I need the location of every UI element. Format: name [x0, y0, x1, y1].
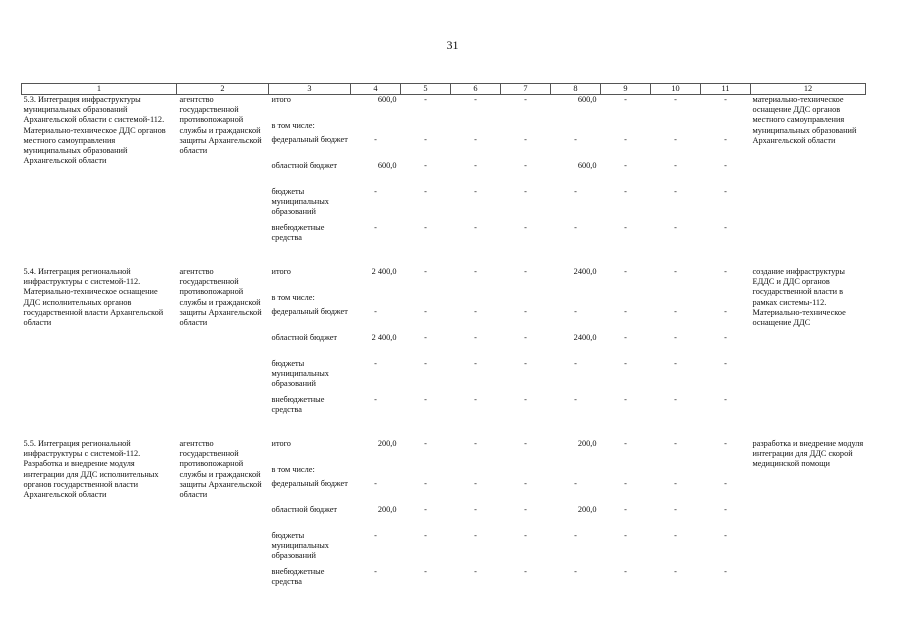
value-cell	[451, 293, 501, 307]
value-cell: -	[524, 223, 527, 232]
expected-result: создание инфраструктуры ЕДДС и ДДС органов государственной власти в рамках системы-112. Материально-техническое оснащение ДДС	[752, 267, 846, 328]
value-cell: -	[424, 223, 427, 232]
value-cell: -	[574, 135, 577, 144]
financing-row	[269, 187, 751, 223]
value-cell: -	[624, 267, 627, 276]
value-cell: -	[724, 223, 727, 232]
value-cell: -	[474, 567, 477, 576]
value-cell: -	[524, 95, 527, 104]
funding-source-label: областной бюджет	[271, 333, 338, 342]
value-cell: 600,0	[577, 95, 597, 104]
value-cell: -	[674, 531, 677, 540]
funding-source-label: итого	[271, 95, 291, 104]
value-cell: -	[574, 395, 577, 404]
value-cell: -	[724, 395, 727, 404]
financing-block	[269, 267, 751, 419]
financing-row	[269, 359, 751, 395]
value-cell: -	[424, 187, 427, 196]
funding-source-label: в том числе:	[271, 465, 315, 474]
value-cell: -	[424, 439, 427, 448]
value-cell	[601, 293, 651, 307]
expected-result: материально-техническое оснащение ДДС органов местного самоуправления муниципальных образований Архангельской области	[752, 95, 857, 145]
value-cell: -	[574, 307, 577, 316]
value-cell: -	[474, 161, 477, 170]
measure-title: 5.3. Интеграция инфраструктуры муниципальных образований Архангельской области с системой-112. Материально-техническое ДДС органов местного самоуправления муниципальных образований Архангельской области	[23, 95, 166, 166]
value-cell: -	[624, 161, 627, 170]
financing-block	[269, 439, 751, 591]
value-cell: -	[624, 307, 627, 316]
financing-row	[269, 531, 751, 567]
value-cell: 2 400,0	[371, 333, 397, 342]
value-cell: -	[624, 567, 627, 576]
value-cell: -	[524, 479, 527, 488]
value-cell: -	[724, 267, 727, 276]
financing-row	[269, 395, 751, 419]
value-cell: -	[674, 187, 677, 196]
measure-title: 5.5. Интеграция региональной инфраструктуры с системой-112. Разработка и внедрение модуля интеграции для ДДС исполнительных органов государственной власти Архангельской области	[23, 439, 159, 500]
header-cell: 10	[651, 84, 701, 95]
value-cell: -	[674, 307, 677, 316]
financing-table	[269, 95, 751, 247]
header-cell: 1	[22, 84, 177, 95]
value-cell: -	[374, 531, 377, 540]
value-cell: -	[524, 161, 527, 170]
header-cell: 8	[551, 84, 601, 95]
value-cell: -	[574, 187, 577, 196]
value-cell: 600,0	[377, 161, 397, 170]
value-cell	[351, 465, 401, 479]
value-cell: -	[424, 531, 427, 540]
value-cell: -	[674, 359, 677, 368]
value-cell: 2400,0	[573, 333, 597, 342]
value-cell: 200,0	[377, 439, 397, 448]
value-cell	[701, 121, 751, 135]
value-cell: -	[424, 479, 427, 488]
value-cell: 200,0	[577, 505, 597, 514]
value-cell: -	[574, 359, 577, 368]
value-cell: -	[374, 307, 377, 316]
header-row	[22, 84, 866, 95]
section-row	[22, 439, 866, 591]
funding-source-label: итого	[271, 439, 291, 448]
header-cell: 11	[701, 84, 751, 95]
funding-source-label: бюджеты муниципальных образований	[271, 187, 329, 217]
value-cell	[701, 465, 751, 479]
value-cell: -	[424, 333, 427, 342]
value-cell: -	[424, 359, 427, 368]
value-cell: -	[724, 161, 727, 170]
value-cell	[501, 465, 551, 479]
executor: агентство государственной противопожарной службы и гражданской защиты Архангельской области	[179, 439, 262, 500]
value-cell: -	[474, 395, 477, 404]
value-cell: -	[624, 333, 627, 342]
value-cell: -	[474, 307, 477, 316]
section-row	[22, 95, 866, 248]
program-table	[21, 83, 866, 591]
header-cell: 5	[401, 84, 451, 95]
value-cell	[651, 121, 701, 135]
value-cell: -	[474, 479, 477, 488]
value-cell: -	[674, 135, 677, 144]
financing-row	[269, 465, 751, 479]
expected-result: разработка и внедрение модуля интеграции для ДДС скорой медицинской помощи	[752, 439, 864, 469]
value-cell: 200,0	[577, 439, 597, 448]
funding-source-label: федеральный бюджет	[271, 307, 348, 316]
financing-row	[269, 439, 751, 465]
value-cell	[451, 121, 501, 135]
value-cell	[551, 465, 601, 479]
value-cell	[601, 465, 651, 479]
value-cell	[351, 293, 401, 307]
value-cell: -	[724, 505, 727, 514]
value-cell: -	[674, 439, 677, 448]
value-cell: -	[424, 307, 427, 316]
value-cell: -	[474, 359, 477, 368]
value-cell: -	[724, 135, 727, 144]
financing-row	[269, 95, 751, 121]
value-cell: -	[474, 223, 477, 232]
value-cell: -	[724, 359, 727, 368]
value-cell	[651, 293, 701, 307]
value-cell: -	[474, 505, 477, 514]
value-cell: -	[424, 395, 427, 404]
value-cell: -	[524, 135, 527, 144]
value-cell: -	[674, 479, 677, 488]
value-cell: -	[724, 479, 727, 488]
funding-source-label: итого	[271, 267, 291, 276]
value-cell	[401, 121, 451, 135]
value-cell	[501, 121, 551, 135]
header-cell: 12	[751, 84, 866, 95]
value-cell: -	[624, 505, 627, 514]
value-cell: -	[624, 223, 627, 232]
value-cell: -	[624, 531, 627, 540]
value-cell: -	[674, 333, 677, 342]
funding-source-label: в том числе:	[271, 121, 315, 130]
value-cell: -	[524, 505, 527, 514]
value-cell: -	[374, 567, 377, 576]
value-cell: -	[724, 567, 727, 576]
value-cell: -	[524, 333, 527, 342]
financing-row	[269, 333, 751, 359]
value-cell: -	[674, 161, 677, 170]
value-cell: -	[674, 567, 677, 576]
value-cell: -	[624, 135, 627, 144]
value-cell: -	[674, 395, 677, 404]
section-spacer	[22, 247, 866, 267]
value-cell	[351, 121, 401, 135]
header-cell: 4	[351, 84, 401, 95]
value-cell: 200,0	[377, 505, 397, 514]
value-cell: -	[374, 135, 377, 144]
value-cell: -	[524, 395, 527, 404]
value-cell: -	[424, 567, 427, 576]
value-cell: -	[674, 95, 677, 104]
value-cell: -	[524, 187, 527, 196]
header-cell: 2	[177, 84, 269, 95]
value-cell: -	[424, 135, 427, 144]
value-cell: -	[674, 223, 677, 232]
value-cell: -	[524, 307, 527, 316]
value-cell	[551, 293, 601, 307]
value-cell: -	[624, 479, 627, 488]
header-cell: 6	[451, 84, 501, 95]
financing-row	[269, 307, 751, 333]
value-cell: -	[624, 95, 627, 104]
spacer-cell	[22, 247, 866, 267]
funding-source-label: федеральный бюджет	[271, 479, 348, 488]
funding-source-label: федеральный бюджет	[271, 135, 348, 144]
financing-table	[269, 267, 751, 419]
value-cell	[401, 465, 451, 479]
value-cell: -	[424, 161, 427, 170]
value-cell: -	[374, 223, 377, 232]
section-spacer	[22, 419, 866, 439]
executor: агентство государственной противопожарной службы и гражданской защиты Архангельской области	[179, 95, 262, 156]
funding-source-label: внебюджетные средства	[271, 223, 325, 243]
value-cell	[551, 121, 601, 135]
value-cell: -	[374, 187, 377, 196]
page-number: 31	[446, 38, 459, 52]
spacer-cell	[22, 419, 866, 439]
value-cell: -	[474, 187, 477, 196]
value-cell: -	[624, 439, 627, 448]
value-cell: -	[374, 479, 377, 488]
value-cell: -	[724, 333, 727, 342]
funding-source-label: внебюджетные средства	[271, 395, 325, 415]
value-cell: -	[624, 395, 627, 404]
funding-source-label: областной бюджет	[271, 505, 338, 514]
value-cell: -	[424, 95, 427, 104]
value-cell: -	[724, 307, 727, 316]
value-cell	[601, 121, 651, 135]
financing-row	[269, 135, 751, 161]
value-cell: -	[474, 531, 477, 540]
value-cell: 600,0	[577, 161, 597, 170]
value-cell: -	[474, 439, 477, 448]
value-cell: -	[724, 439, 727, 448]
financing-row	[269, 267, 751, 293]
value-cell: -	[474, 135, 477, 144]
value-cell: -	[424, 267, 427, 276]
value-cell: -	[724, 531, 727, 540]
header-cell: 3	[269, 84, 351, 95]
value-cell: -	[474, 333, 477, 342]
value-cell: -	[524, 359, 527, 368]
executor: агентство государственной противопожарной службы и гражданской защиты Архангельской области	[179, 267, 262, 328]
financing-row	[269, 121, 751, 135]
funding-source-label: бюджеты муниципальных образований	[271, 359, 329, 389]
funding-source-label: в том числе:	[271, 293, 315, 302]
section-row	[22, 267, 866, 419]
value-cell: -	[624, 187, 627, 196]
value-cell: 2 400,0	[371, 267, 397, 276]
value-cell: -	[624, 359, 627, 368]
value-cell: -	[724, 95, 727, 104]
financing-block	[269, 95, 751, 248]
financing-table	[269, 439, 751, 591]
value-cell: -	[574, 479, 577, 488]
financing-row	[269, 505, 751, 531]
value-cell: -	[474, 95, 477, 104]
funding-source-label: бюджеты муниципальных образований	[271, 531, 329, 561]
measure-title: 5.4. Интеграция региональной инфраструктуры с системой-112. Материально-техническое оснащение ДДС исполнительных органов государственной власти Архангельской области	[23, 267, 164, 328]
value-cell	[701, 293, 751, 307]
value-cell: -	[724, 187, 727, 196]
value-cell: -	[424, 505, 427, 514]
header-cell: 7	[501, 84, 551, 95]
value-cell: -	[474, 267, 477, 276]
value-cell: -	[674, 505, 677, 514]
value-cell: -	[574, 223, 577, 232]
value-cell	[651, 465, 701, 479]
value-cell: -	[574, 567, 577, 576]
value-cell: 600,0	[377, 95, 397, 104]
value-cell: -	[674, 267, 677, 276]
value-cell: -	[524, 531, 527, 540]
financing-row	[269, 161, 751, 187]
financing-row	[269, 479, 751, 505]
financing-row	[269, 293, 751, 307]
funding-source-label: областной бюджет	[271, 161, 338, 170]
value-cell: -	[574, 531, 577, 540]
value-cell: -	[524, 439, 527, 448]
value-cell	[451, 465, 501, 479]
value-cell: -	[374, 359, 377, 368]
funding-source-label: внебюджетные средства	[271, 567, 325, 587]
financing-row	[269, 567, 751, 591]
value-cell: -	[374, 395, 377, 404]
value-cell: -	[524, 267, 527, 276]
value-cell: -	[524, 567, 527, 576]
value-cell	[501, 293, 551, 307]
financing-row	[269, 223, 751, 247]
header-cell: 9	[601, 84, 651, 95]
value-cell	[401, 293, 451, 307]
value-cell: 2400,0	[573, 267, 597, 276]
